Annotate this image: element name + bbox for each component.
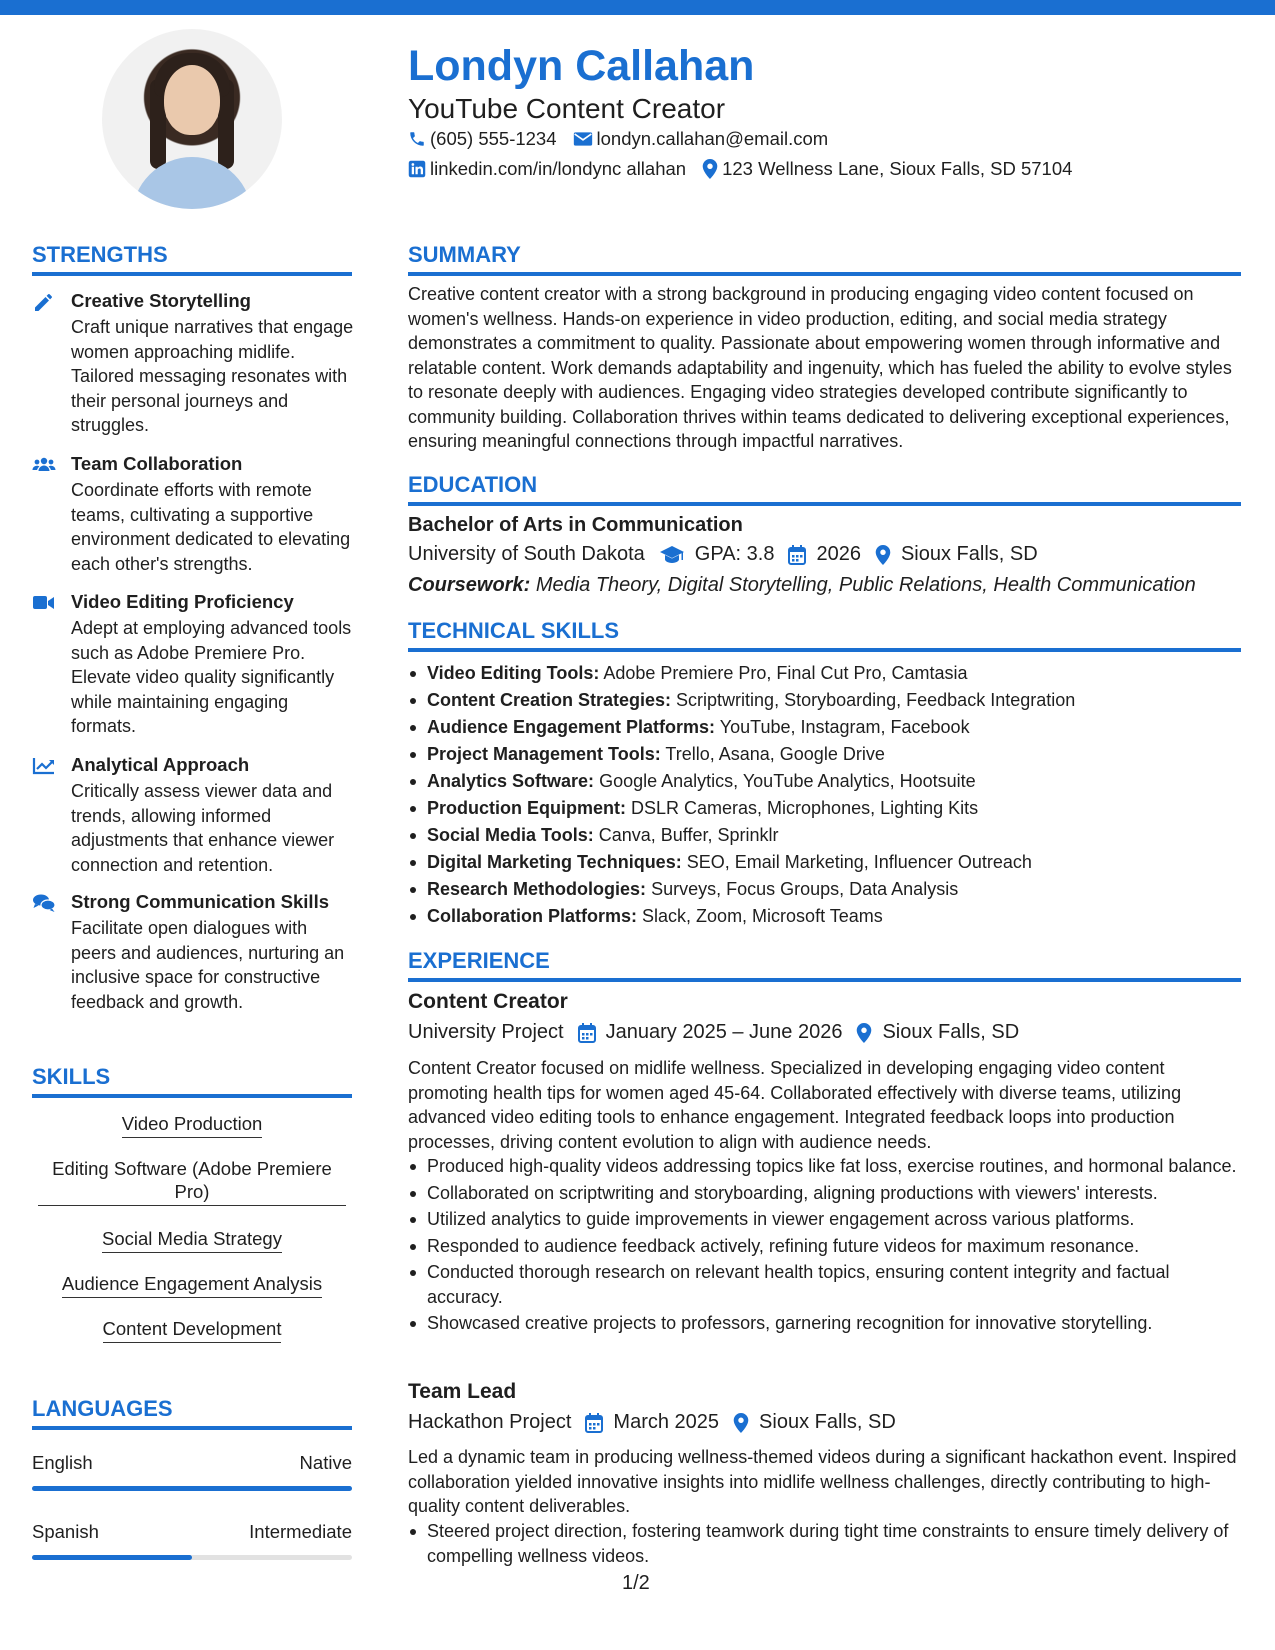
experience-rule — [408, 978, 1241, 982]
contact-row-1 — [408, 128, 844, 150]
job-dates-item — [578, 1021, 843, 1044]
strength-title: Creative Storytelling — [71, 290, 251, 311]
language-proficiency-bar — [32, 1555, 352, 1560]
summary-rule — [408, 272, 1241, 276]
technical-skills-list — [408, 660, 1243, 930]
skill-label: Social Media Strategy — [102, 1227, 282, 1253]
technical-skills-rule — [408, 648, 1241, 652]
contact-row-2 — [408, 158, 1088, 180]
education-rule — [408, 502, 1241, 506]
skill-label: Content Development — [103, 1317, 282, 1343]
phone-icon — [408, 130, 426, 148]
job-role: Content Creator — [408, 990, 568, 1013]
coursework-label: Coursework: — [408, 574, 531, 596]
list-item: Digital Marketing Techniques: SEO, Email Marketing, Influencer Outreach — [408, 849, 1243, 876]
job-dates: January 2025 – June 2026 — [605, 1021, 843, 1043]
list-item: Audience Engagement Platforms: YouTube, Instagram, Facebook — [408, 714, 1243, 741]
strength-desc: Adept at employing advanced tools such as Adobe Premiere Pro. Elevate video quality significantly while maintaining engaging formats. — [71, 618, 352, 736]
candidate-name: Londyn Callahan — [408, 42, 755, 90]
list-item: Conducted thorough research on relevant health topics, ensuring content integrity and factual accuracy. — [408, 1260, 1243, 1309]
job-dates-item — [585, 1411, 719, 1434]
job-location-item — [856, 1021, 1019, 1044]
list-item: Produced high-quality videos addressing topics like fat loss, exercise routines, and hormonal balance. — [408, 1154, 1243, 1179]
job-meta — [408, 1411, 910, 1434]
job-location: Sioux Falls, SD — [759, 1411, 896, 1433]
top-accent-bar — [0, 0, 1275, 15]
linkedin-icon — [408, 160, 426, 178]
list-item: Video Editing Tools: Adobe Premiere Pro, Final Cut Pro, Camtasia — [408, 660, 1243, 687]
coursework-text: Media Theory, Digital Storytelling, Public Relations, Health Communication — [535, 574, 1196, 596]
language-proficiency-bar — [32, 1486, 352, 1491]
language-proficiency-fill — [32, 1486, 352, 1491]
location-item — [875, 543, 1038, 566]
skill-tag — [32, 1317, 352, 1343]
pencil-icon — [32, 292, 56, 312]
language-level: Native — [299, 1452, 352, 1473]
strengths-rule — [32, 272, 352, 276]
language-name: Spanish — [32, 1521, 99, 1542]
job-location: Sioux Falls, SD — [882, 1021, 1020, 1043]
school-name: University of South Dakota — [408, 543, 645, 565]
profile-photo — [102, 29, 282, 209]
job-location-item — [733, 1411, 896, 1434]
job-role: Team Lead — [408, 1380, 517, 1403]
summary-text: Creative content creator with a strong background in producing engaging video content focused on women's wellness. Hands-on experience in video production, editing, and social media strategy demonstrates a commitment to quality. Passionate about empowering women through informative and relatable content. Work demands adaptability and ingenuity, which has fueled the ability to evolve styles to resonate deeply with audiences. Engaging video strategies developed contribute significantly to community building. Collaboration thrives within teams dedicated to delivering exceptional experiences, ensuring meaningful connections through impactful narratives. — [408, 284, 1232, 451]
gpa-item — [659, 543, 775, 566]
calendar-icon — [578, 1023, 596, 1043]
email-item[interactable] — [573, 128, 829, 150]
skill-tag — [32, 1227, 352, 1253]
map-pin-icon — [733, 1413, 749, 1433]
strength-title: Video Editing Proficiency — [71, 591, 294, 612]
list-item: Utilized analytics to guide improvements in viewer engagement across various platforms. — [408, 1207, 1243, 1232]
linkedin-link[interactable]: linkedin.com/in/londync allahan — [430, 158, 687, 179]
gpa-text: GPA: 3.8 — [694, 543, 775, 565]
strength-desc: Craft unique narratives that engage women approaching midlife. Tailored messaging resonates with their personal journeys and struggles. — [71, 317, 354, 435]
address-text: 123 Wellness Lane, Sioux Falls, SD 57104 — [722, 158, 1073, 179]
list-item: Project Management Tools: Trello, Asana, Google Drive — [408, 741, 1243, 768]
job-bullets — [408, 1519, 1243, 1568]
skill-label: Editing Software (Adobe Premiere Pro) — [38, 1157, 346, 1206]
list-item: Production Equipment: DSLR Cameras, Microphones, Lighting Kits — [408, 795, 1243, 822]
chart-line-icon — [32, 756, 56, 776]
linkedin-item[interactable] — [408, 158, 686, 180]
skills-heading: SKILLS — [32, 1064, 111, 1089]
address-item — [702, 158, 1072, 180]
list-item: Collaborated on scriptwriting and storyboarding, aligning productions with viewers' interests. — [408, 1181, 1243, 1206]
list-item: Content Creation Strategies: Scriptwriting, Storyboarding, Feedback Integration — [408, 687, 1243, 714]
job-meta — [408, 1021, 1033, 1044]
job-bullets — [408, 1154, 1243, 1336]
job-org: Hackathon Project — [408, 1411, 572, 1433]
skill-label: Video Production — [122, 1112, 263, 1138]
phone-text: (605) 555-1234 — [430, 128, 557, 149]
video-camera-icon — [32, 593, 56, 613]
language-proficiency-fill — [32, 1555, 192, 1560]
calendar-icon — [788, 545, 806, 565]
job-org: University Project — [408, 1021, 564, 1043]
experience-heading: EXPERIENCE — [408, 948, 550, 973]
skills-rule — [32, 1094, 352, 1098]
phone-item — [408, 128, 557, 150]
strength-title: Team Collaboration — [71, 453, 243, 474]
skill-tag — [32, 1112, 352, 1138]
job-description: Led a dynamic team in producing wellness-themed videos during a significant hackathon event. Inspired collaboration yielded innovative insights into midlife wellness challenges, directly contributing to high-quality content deliverables. — [408, 1447, 1237, 1516]
list-item: Social Media Tools: Canva, Buffer, Sprinklr — [408, 822, 1243, 849]
skill-tag — [32, 1157, 352, 1206]
year-text: 2026 — [816, 543, 861, 565]
strength-title: Analytical Approach — [71, 754, 250, 775]
degree-title: Bachelor of Arts in Communication — [408, 514, 743, 536]
skill-tag — [32, 1272, 352, 1298]
map-pin-icon — [856, 1023, 872, 1043]
education-heading: EDUCATION — [408, 472, 538, 497]
job-title: YouTube Content Creator — [408, 93, 726, 124]
list-item: Research Methodologies: Surveys, Focus Groups, Data Analysis — [408, 876, 1243, 903]
calendar-icon — [585, 1413, 603, 1433]
comments-icon — [32, 893, 56, 913]
strength-desc: Facilitate open dialogues with peers and audiences, nurturing an inclusive space for constructive feedback and growth. — [71, 918, 345, 1012]
language-name: English — [32, 1452, 93, 1473]
language-level: Intermediate — [249, 1521, 352, 1542]
summary-heading: SUMMARY — [408, 242, 521, 267]
location-text: Sioux Falls, SD — [900, 543, 1038, 565]
page-indicator: 1/2 — [622, 1572, 650, 1594]
map-pin-icon — [875, 545, 891, 565]
technical-skills-heading: TECHNICAL SKILLS — [408, 618, 620, 643]
languages-heading: LANGUAGES — [32, 1396, 173, 1421]
email-link[interactable]: londyn.callahan@email.com — [596, 128, 829, 149]
strength-title: Strong Communication Skills — [71, 891, 329, 912]
job-dates: March 2025 — [613, 1411, 720, 1433]
list-item: Analytics Software: Google Analytics, YouTube Analytics, Hootsuite — [408, 768, 1243, 795]
list-item: Showcased creative projects to professors, garnering recognition for innovative storytelling. — [408, 1311, 1243, 1336]
education-meta — [408, 543, 1052, 566]
strengths-heading: STRENGTHS — [32, 242, 168, 267]
list-item: Collaboration Platforms: Slack, Zoom, Microsoft Teams — [408, 903, 1243, 930]
graduation-cap-icon — [659, 545, 685, 565]
users-icon — [32, 455, 56, 475]
languages-rule — [32, 1426, 352, 1430]
skill-label: Audience Engagement Analysis — [62, 1272, 322, 1298]
map-pin-icon — [702, 159, 718, 179]
job-description: Content Creator focused on midlife wellness. Specialized in developing engaging video content promoting health tips for women aged 45-64. Collaborated effectively with diverse teams, utilizing advanced video editing tools to enhance engagement. Integrated feedback loops into production processes, driving content evolution to align with audience needs. — [408, 1058, 1182, 1152]
list-item: Steered project direction, fostering teamwork during tight time constraints to ensure timely delivery of compelling wellness videos. — [408, 1519, 1243, 1568]
coursework — [408, 574, 1196, 597]
list-item: Responded to audience feedback actively, refining future videos for maximum resonance. — [408, 1234, 1243, 1259]
strength-desc: Critically assess viewer data and trends, allowing informed adjustments that enhance viewer connection and retention. — [71, 781, 335, 875]
year-item — [788, 543, 861, 566]
strength-desc: Coordinate efforts with remote teams, cultivating a supportive environment dedicated to elevating each other's strengths. — [71, 480, 351, 574]
envelope-icon — [573, 131, 593, 147]
